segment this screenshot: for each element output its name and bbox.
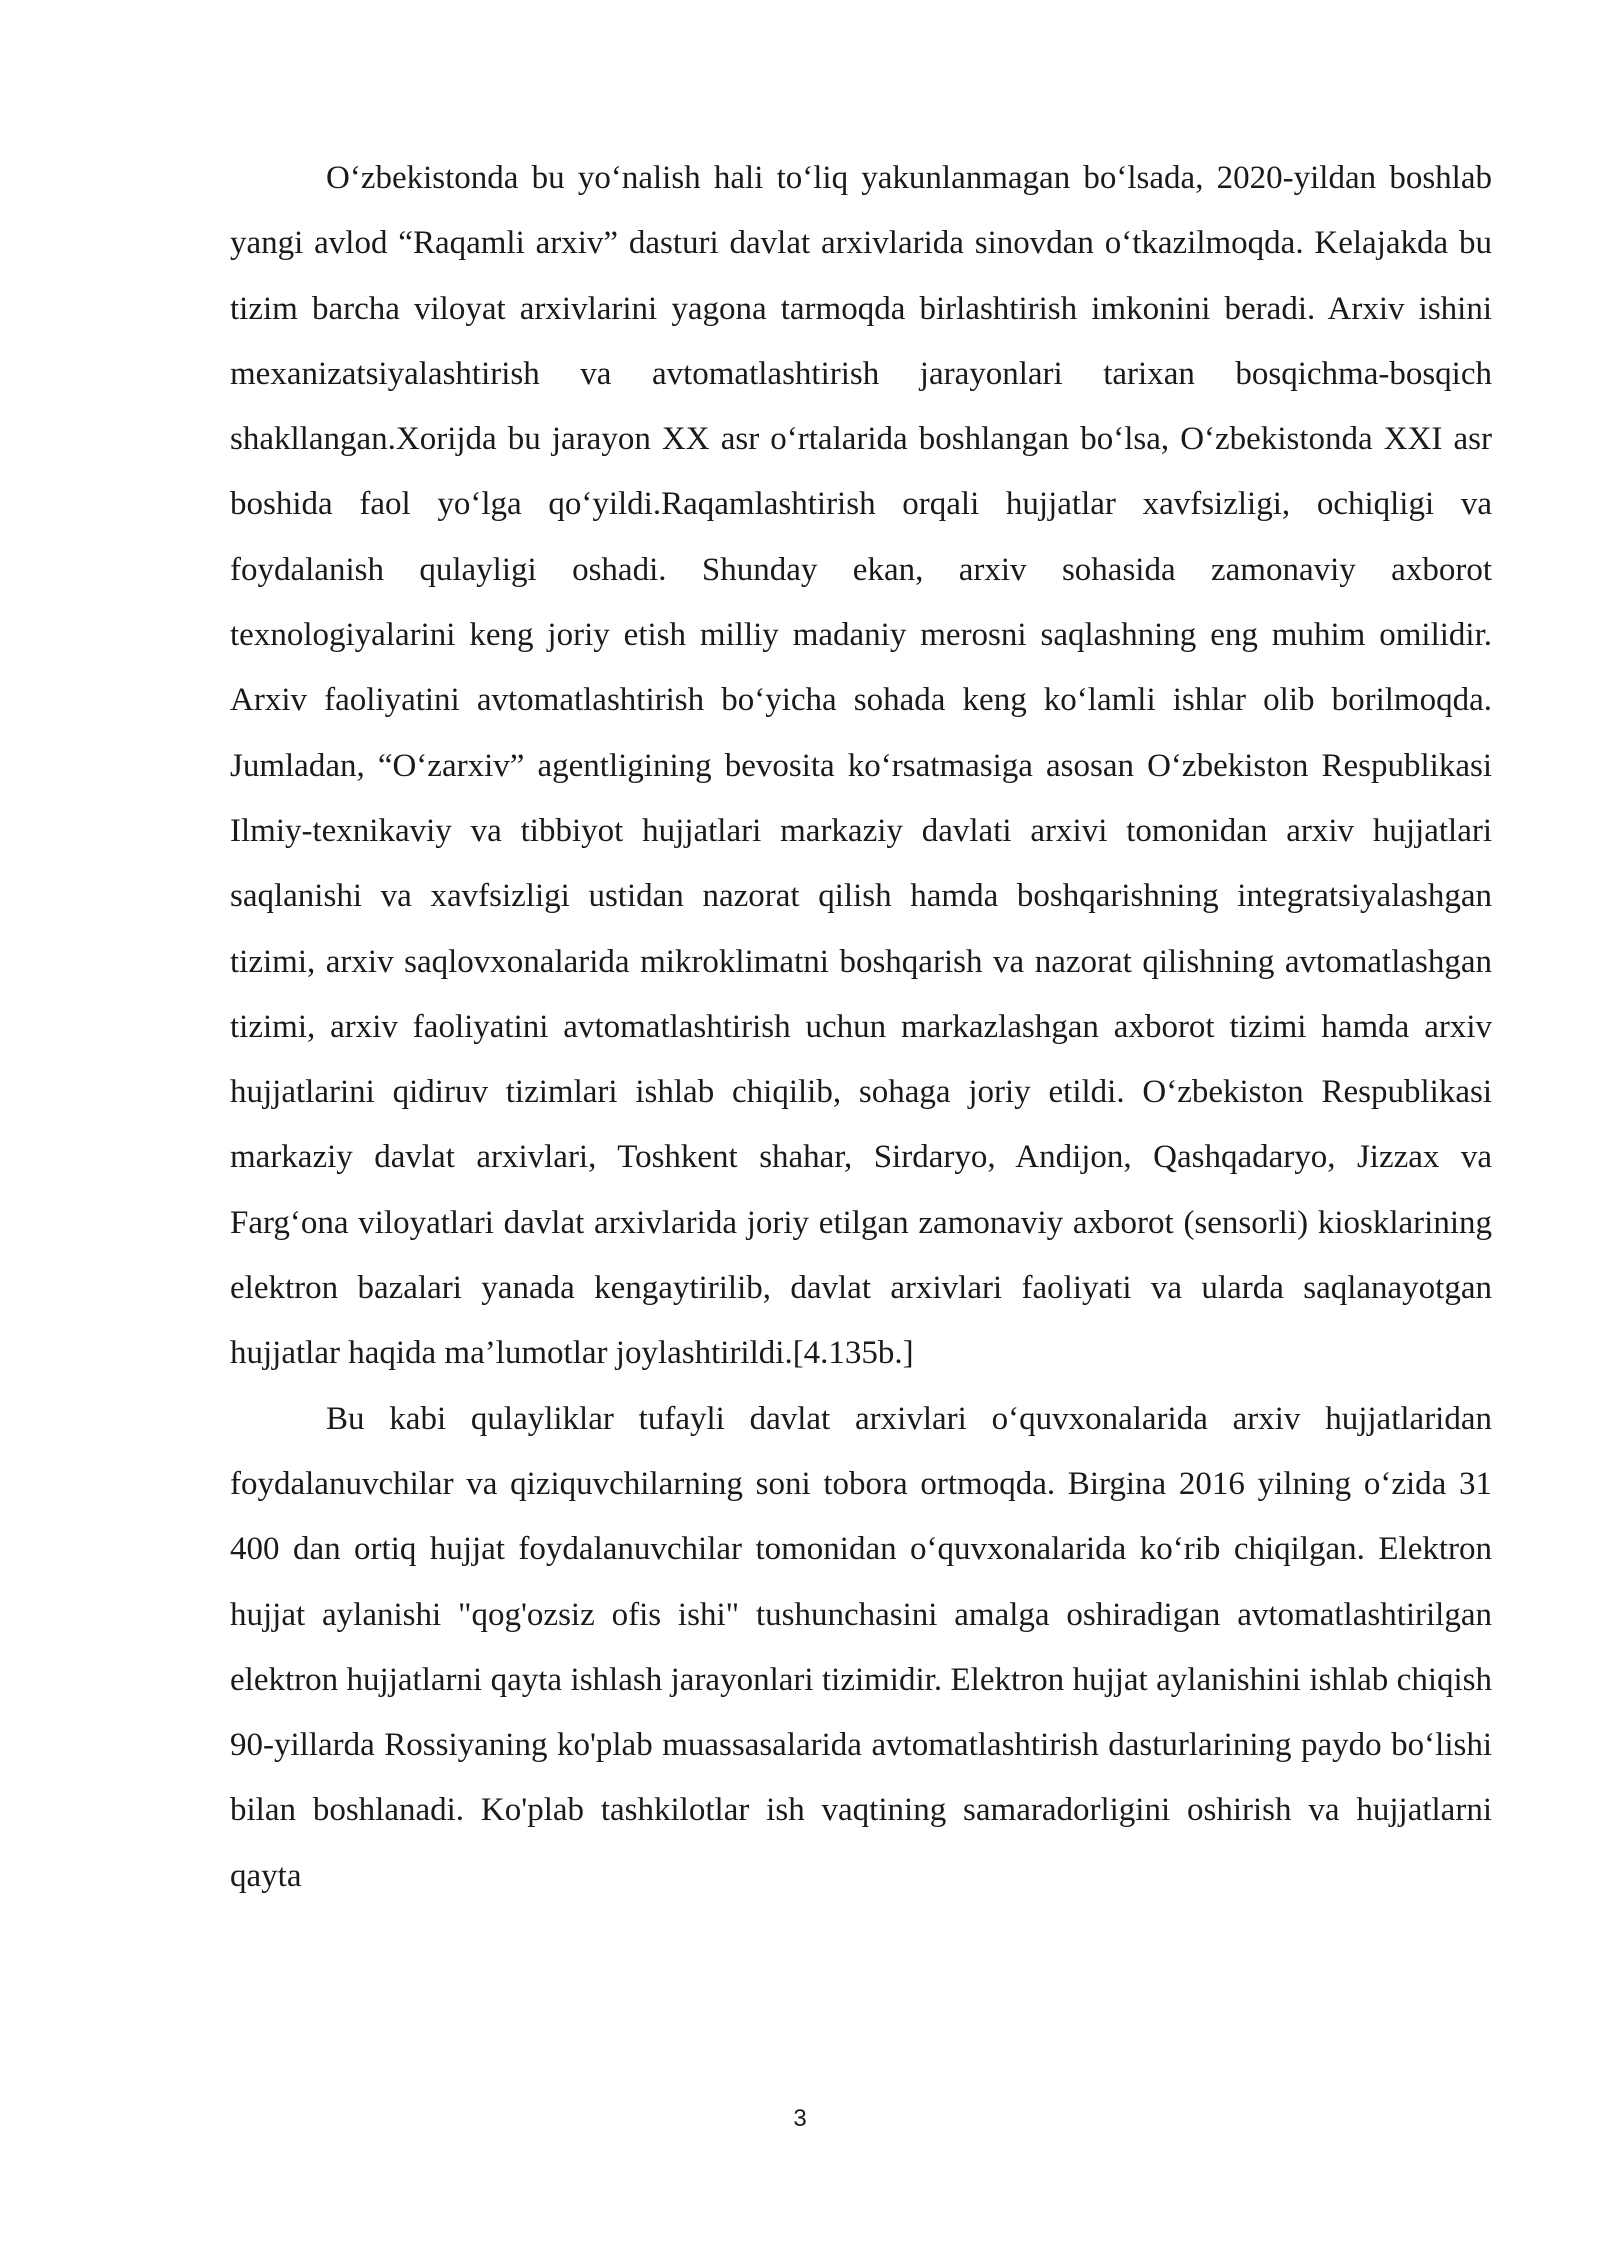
- body-text: [230, 146, 1492, 1909]
- page-number: 3: [793, 2105, 807, 2132]
- paragraph-2: Bu kabi qulayliklar tufayli davlat arxivlari o‘quvxonalarida arxiv hujjatlaridan foydalanuvchilar va qiziquvchilarning soni tobora ortmoqda. Birgina 2016 yilning o‘zida 31 400 dan ortiq hujjat foydalanuvchilar tomonidan o‘quvxonalarida ko‘rib chiqilgan. Elektron hujjat aylanishi "qog'ozsiz ofis ishi" tushunchasini amalga oshiradigan avtomatlashtirilgan elektron hujjatlarni qayta ishlash jarayonlari tizimidir. Elektron hujjat aylanishini ishlab chiqish 90-yillarda Rossiyaning ko'plab muassasalarida avtomatlashtirish dasturlarining paydo bo‘lishi bilan boshlanadi. Ko'plab tashkilotlar ish vaqtining samaradorligini oshirish va hujjatlarni qayta: [230, 1400, 1492, 1894]
- paragraph-1: O‘zbekistonda bu yo‘nalish hali to‘liq yakunlanmagan bo‘lsada, 2020-yildan boshlab yangi avlod “Raqamli arxiv” dasturi davlat arxivlarida sinovdan o‘tkazilmoqda. Kelajakda bu tizim barcha viloyat arxivlarini yagona tarmoqda birlashtirish imkonini beradi. Arxiv ishini mexanizatsiyalashtirish va avtomatlashtirish jarayonlari tarixan bosqichma-bosqich shakllangan.Xorijda bu jarayon XX asr o‘rtalarida boshlangan bo‘lsa, O‘zbekistonda XXI asr boshida faol yo‘lga qo‘yildi.Raqamlashtirish orqali hujjatlar xavfsizligi, ochiqligi va foydalanish qulayligi oshadi. Shunday ekan, arxiv sohasida zamonaviy axborot texnologiyalarini keng joriy etish milliy madaniy merosni saqlashning eng muhim omilidir. Arxiv faoliyatini avtomatlashtirish bo‘yicha sohada keng ko‘lamli ishlar olib borilmoqda. Jumladan, “O‘zarxiv” agentligining bevosita ko‘rsatmasiga asosan O‘zbekiston Respublikasi Ilmiy-texnikaviy va tibbiyot hujjatlari markaziy davlati arxivi tomonidan arxiv hujjatlari saqlanishi va xavfsizligi ustidan nazorat qilish hamda boshqarishning integratsiyalashgan tizimi, arxiv saqlovxonalarida mikroklimatni boshqarish va nazorat qilishning avtomatlashgan tizimi, arxiv faoliyatini avtomatlashtirish uchun markazlashgan axborot tizimi hamda arxiv hujjatlarini qidiruv tizimlari ishlab chiqilib, sohaga joriy etildi. O‘zbekiston Respublikasi markaziy davlat arxivlari, Toshkent shahar, Sirdaryo, Andijon, Qashqadaryo, Jizzax va Farg‘ona viloyatlari davlat arxivlarida joriy etilgan zamonaviy axborot (sensorli) kiosklarining elektron bazalari yanada kengaytirilib, davlat arxivlari faoliyati va ularda saqlanayotgan hujjatlar haqida ma’lumotlar joylashtirildi.[4.135b.]: [230, 160, 1492, 1372]
